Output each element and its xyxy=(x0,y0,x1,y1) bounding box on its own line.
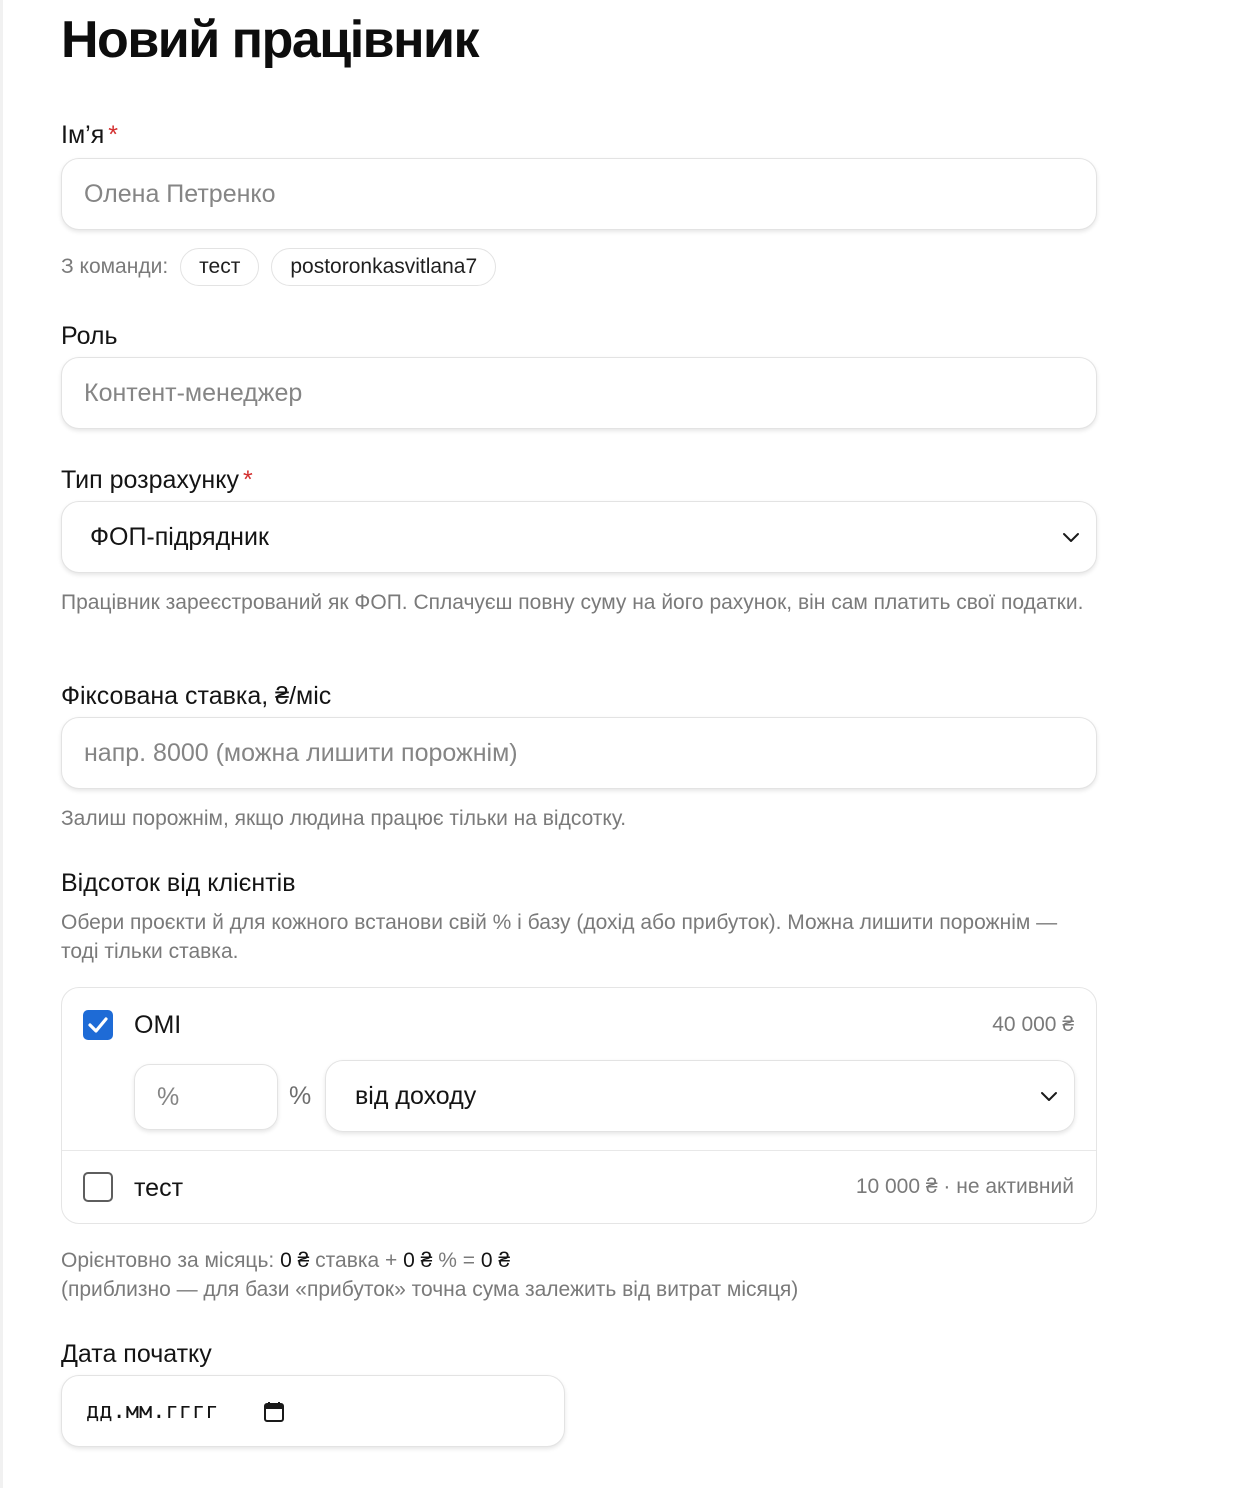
team-chip-test[interactable]: тест xyxy=(180,248,259,286)
fixed-rate-hint: Залиш порожнім, якщо людина працює тільки на відсотку. xyxy=(61,807,627,830)
client-meta: 10 000 ₴ · не активний xyxy=(855,1175,1074,1198)
page-title: Новий працівник xyxy=(61,11,479,69)
calendar-icon[interactable] xyxy=(263,1401,285,1423)
estimate-rate-value: 0 ₴ xyxy=(280,1249,310,1272)
left-edge-rule xyxy=(0,0,3,1488)
payment-type-value: ФОП-підрядник xyxy=(90,522,269,551)
estimate-percent-value: 0 ₴ xyxy=(403,1249,433,1272)
client-percent-description: Обери проєкти й для кожного встанови свій % і базу (дохід або прибуток). Можна лишити порожнім — тоді тільки ставка. xyxy=(61,911,1058,963)
required-mark: * xyxy=(108,121,118,149)
clients-list xyxy=(61,987,1097,1224)
fixed-rate-label: Фіксована ставка, ₴/міс xyxy=(61,682,332,710)
base-select-value: від доходу xyxy=(355,1081,477,1110)
estimate-line xyxy=(61,1246,798,1275)
chevron-down-icon xyxy=(1062,528,1080,546)
percent-input[interactable] xyxy=(134,1064,278,1130)
start-date-value: дд.мм.гггг xyxy=(86,1399,219,1424)
role-label: Роль xyxy=(61,322,118,350)
client-row-omi xyxy=(62,988,1096,1150)
estimate-total: 0 ₴ xyxy=(480,1249,511,1272)
monthly-estimate xyxy=(61,1246,798,1304)
payment-type-hint: Працівник зареєстрований як ФОП. Сплачуєш повну суму на його рахунок, він сам платить свої податки. xyxy=(61,591,1084,614)
client-percent-title: Відсоток від клієнтів xyxy=(61,869,296,897)
client-row-test xyxy=(62,1151,1096,1224)
estimate-rate-word: ставка + xyxy=(315,1249,398,1272)
name-input[interactable] xyxy=(61,158,1097,230)
team-suggestions-label: З команди: xyxy=(61,255,169,278)
start-date-label: Дата початку xyxy=(61,1340,212,1368)
role-placeholder: Контент-менеджер xyxy=(84,378,303,407)
team-chip-postoronkasvitlana7[interactable]: postoronkasvitlana7 xyxy=(271,248,496,286)
client-meta: 40 000 ₴ xyxy=(992,1013,1074,1036)
percent-sign: % xyxy=(289,1082,312,1110)
payment-type-select[interactable] xyxy=(61,501,1097,573)
payment-type-label-text: Тип розрахунку xyxy=(61,466,239,494)
name-label xyxy=(61,121,118,150)
check-icon xyxy=(85,1012,111,1038)
required-mark: * xyxy=(242,466,253,494)
client-name: тест xyxy=(134,1174,184,1202)
checkbox-unchecked[interactable] xyxy=(83,1172,113,1202)
chevron-down-icon xyxy=(1040,1087,1058,1105)
base-select[interactable] xyxy=(325,1060,1075,1132)
role-input[interactable] xyxy=(61,357,1097,429)
team-suggestions xyxy=(61,248,496,286)
name-label-text: Ім’я xyxy=(61,121,105,149)
checkbox-checked[interactable] xyxy=(83,1010,113,1040)
fixed-rate-input[interactable] xyxy=(61,717,1097,789)
client-name: OMI xyxy=(134,1011,182,1039)
estimate-percent-word: % = xyxy=(438,1249,475,1272)
percent-placeholder: % xyxy=(157,1082,180,1111)
start-date-input[interactable] xyxy=(61,1375,565,1447)
payment-type-label xyxy=(61,466,253,495)
estimate-note: (приблизно — для бази «прибуток» точна сума залежить від витрат місяця) xyxy=(61,1278,799,1301)
name-placeholder: Олена Петренко xyxy=(84,179,276,208)
fixed-rate-placeholder: напр. 8000 (можна лишити порожнім) xyxy=(84,738,518,767)
estimate-lead: Орієнтовно за місяць: xyxy=(61,1249,275,1272)
